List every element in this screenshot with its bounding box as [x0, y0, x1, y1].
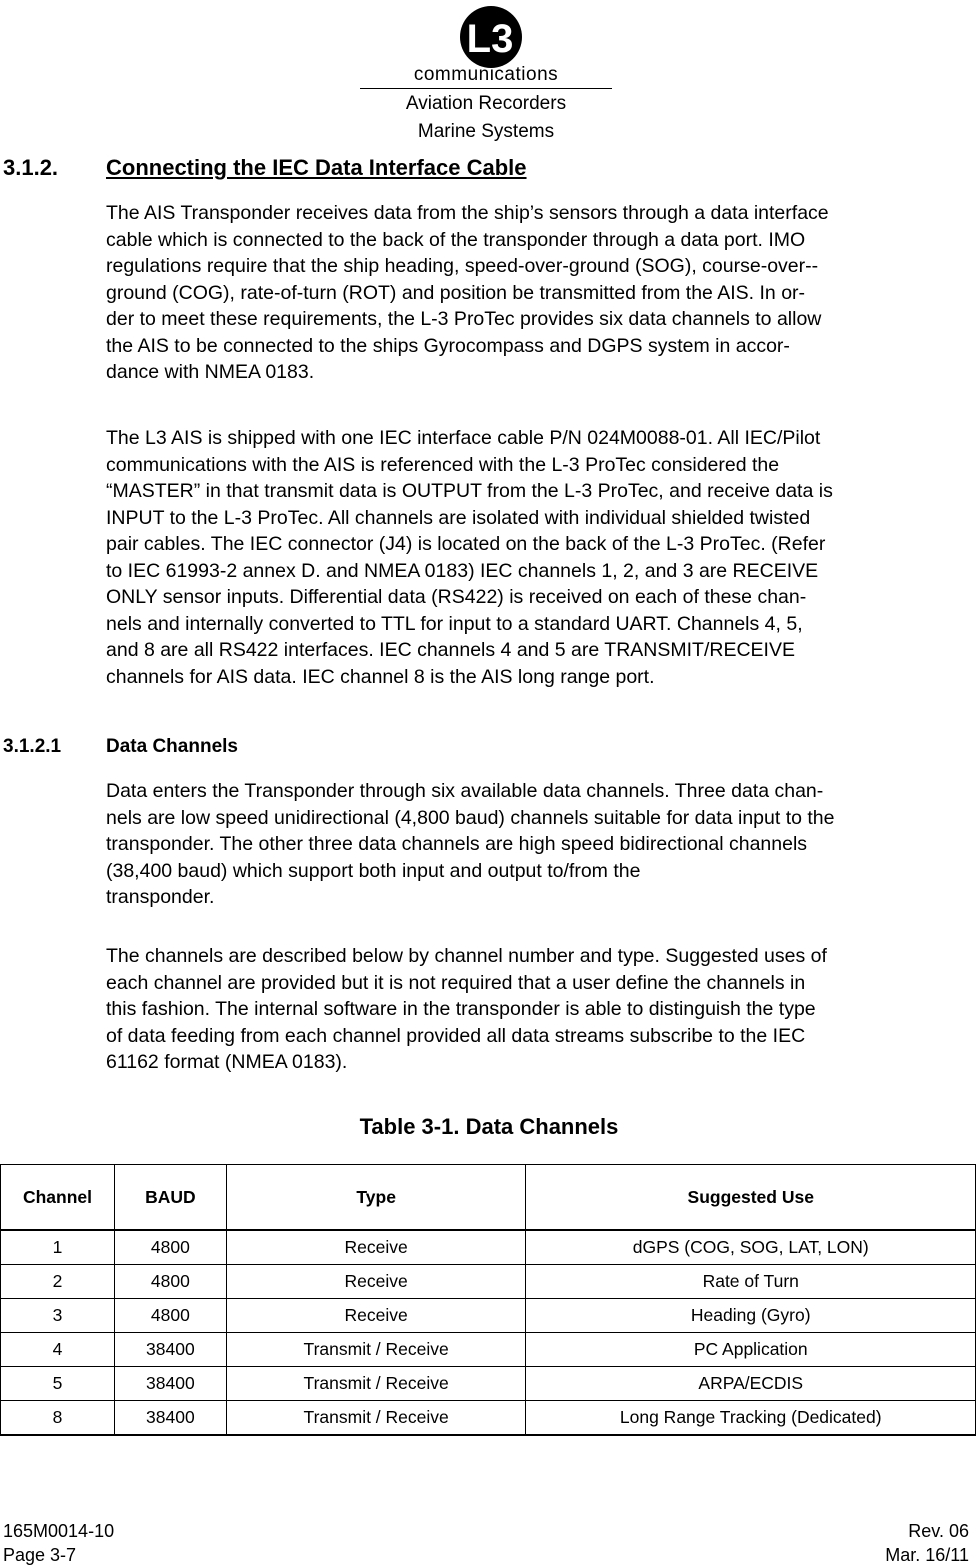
text-line: communications with the AIS is referenced with the L-3 ProTec considered the: [106, 453, 780, 476]
section-number: 3.1.2.: [3, 155, 59, 180]
logo-wordmark: communications: [413, 64, 559, 85]
l3-logo-icon: [457, 4, 525, 72]
text-line: The channels are described below by channel number and type. Suggested uses of: [106, 945, 827, 967]
logo-divider: [360, 88, 612, 89]
cell-baud: 38400: [114, 1367, 226, 1401]
data-channels-table: [0, 1164, 976, 1436]
paragraph-2: [106, 425, 974, 690]
subsection-number: 3.1.2.1: [3, 736, 62, 757]
company-logo: [360, 4, 612, 86]
cell-channel: 4: [1, 1333, 115, 1367]
column-header-baud: BAUD: [114, 1165, 226, 1231]
page-header: [360, 4, 612, 146]
table-row: [1, 1401, 976, 1436]
revision-label: Rev. 06: [908, 1521, 969, 1541]
paragraph-1: [106, 200, 974, 386]
cell-type: Receive: [226, 1299, 526, 1333]
cell-suggested-use: Heading (Gyro): [526, 1299, 976, 1333]
cell-channel: 1: [1, 1230, 115, 1265]
page-number: Page 3-7: [3, 1545, 77, 1565]
cell-type: Receive: [226, 1265, 526, 1299]
table-header-row: [1, 1165, 976, 1231]
table-row: [1, 1299, 976, 1333]
text-line: transponder.: [106, 886, 215, 908]
subsection-title: Data Channels: [106, 736, 238, 757]
section-title: Connecting the IEC Data Interface Cable: [106, 155, 527, 180]
cell-channel: 2: [1, 1265, 115, 1299]
paragraph-4: [106, 943, 974, 1076]
text-line: the AIS to be connected to the ships Gyrocompass and DGPS system in accor-: [106, 334, 790, 357]
text-line: dance with NMEA 0183.: [106, 361, 315, 383]
text-line: INPUT to the L-3 ProTec. All channels are isolated with individual shielded twisted: [106, 506, 811, 529]
table-row: [1, 1230, 976, 1265]
text-line: The L3 AIS is shipped with one IEC interface cable P/N 024M0088-01. All IEC/Pilot: [106, 427, 821, 449]
revision-date: Mar. 16/11: [885, 1545, 969, 1565]
header-line-1: Aviation Recorders: [405, 93, 567, 114]
text-line: pair cables. The IEC connector (J4) is located on the back of the L-3 ProTec. (Refer: [106, 533, 826, 555]
logo-mark-text: L3: [466, 17, 514, 61]
column-header-suggested-use: Suggested Use: [526, 1165, 976, 1231]
cell-suggested-use: Long Range Tracking (Dedicated): [526, 1401, 976, 1436]
cell-type: Transmit / Receive: [226, 1367, 526, 1401]
cell-baud: 38400: [114, 1401, 226, 1436]
cell-baud: 4800: [114, 1230, 226, 1265]
text-line: of data feeding from each channel provided all data streams subscribe to the IEC: [106, 1024, 806, 1047]
cell-suggested-use: dGPS (COG, SOG, LAT, LON): [526, 1230, 976, 1265]
text-line: Data enters the Transponder through six available data channels. Three data chan-: [106, 780, 824, 802]
cell-suggested-use: ARPA/ECDIS: [526, 1367, 976, 1401]
cell-channel: 3: [1, 1299, 115, 1333]
cell-suggested-use: PC Application: [526, 1333, 976, 1367]
cell-channel: 8: [1, 1401, 115, 1436]
text-line: and 8 are all RS422 interfaces. IEC channels 4 and 5 are TRANSMIT/RECEIVE: [106, 639, 795, 661]
paragraph-3: [106, 778, 974, 911]
text-line: transponder. The other three data channels are high speed bidirectional channels: [106, 833, 808, 855]
cell-type: Transmit / Receive: [226, 1333, 526, 1367]
text-line: 61162 format (NMEA 0183).: [106, 1051, 348, 1073]
cell-suggested-use: Rate of Turn: [526, 1265, 976, 1299]
column-header-type: Type: [226, 1165, 526, 1231]
text-line: to IEC 61993-2 annex D. and NMEA 0183) IEC channels 1, 2, and 3 are RECEIVE: [106, 559, 819, 582]
text-line: der to meet these requirements, the L-3 ProTec provides six data channels to allow: [106, 308, 822, 330]
table-row: [1, 1333, 976, 1367]
text-line: regulations require that the ship heading, speed-over-ground (SOG), course-over--: [106, 255, 819, 277]
text-line: this fashion. The internal software in the transponder is able to distinguish the type: [106, 998, 816, 1020]
column-header-channel: Channel: [1, 1165, 115, 1231]
text-line: cable which is connected to the back of the transponder through a data port. IMO: [106, 228, 806, 251]
table-row: [1, 1265, 976, 1299]
header-line-2: Marine Systems: [417, 121, 555, 142]
footer-right: [885, 1519, 969, 1567]
cell-type: Receive: [226, 1230, 526, 1265]
cell-type: Transmit / Receive: [226, 1401, 526, 1436]
table-row: [1, 1367, 976, 1401]
document-number: 165M0014-10: [3, 1521, 115, 1541]
text-line: “MASTER” in that transmit data is OUTPUT from the L-3 ProTec, and receive data is: [106, 480, 833, 502]
text-line: (38,400 baud) which support both input and output to/from the: [106, 859, 641, 882]
text-line: each channel are provided but it is not required that a user define the channels in: [106, 971, 806, 994]
text-line: nels and internally converted to TTL for input to a standard UART. Channels 4, 5,: [106, 612, 803, 635]
text-line: The AIS Transponder receives data from the ship’s sensors through a data interface: [106, 202, 829, 224]
text-line: channels for AIS data. IEC channel 8 is the AIS long range port.: [106, 665, 655, 688]
text-line: nels are low speed unidirectional (4,800 baud) channels suitable for data input to the: [106, 806, 835, 829]
cell-baud: 4800: [114, 1265, 226, 1299]
cell-baud: 4800: [114, 1299, 226, 1333]
text-line: ground (COG), rate-of-turn (ROT) and position be transmitted from the AIS. In or-: [106, 281, 806, 304]
table-caption: Table 3-1. Data Channels: [359, 1114, 619, 1139]
cell-baud: 38400: [114, 1333, 226, 1367]
footer-left: [3, 1519, 114, 1567]
text-line: ONLY sensor inputs. Differential data (RS422) is received on each of these chan-: [106, 586, 807, 608]
cell-channel: 5: [1, 1367, 115, 1401]
